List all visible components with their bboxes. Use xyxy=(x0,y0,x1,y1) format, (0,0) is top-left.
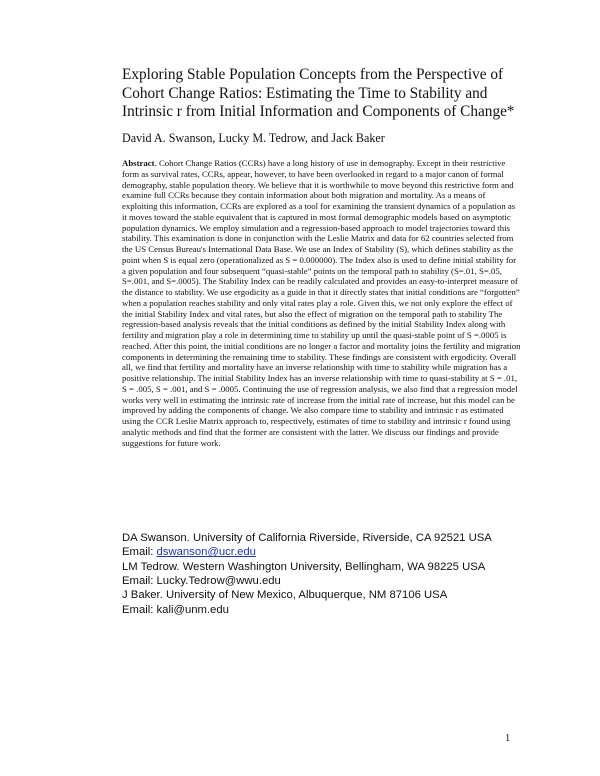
swanson-email-label: Email: xyxy=(122,546,157,559)
author-list: David A. Swanson, Lucky M. Tedrow, and Jack Baker xyxy=(122,131,385,145)
tedrow-affiliation: LM Tedrow. Western Washington University, Bellingham, WA 98225 USA xyxy=(122,560,486,573)
page-number: 1 xyxy=(505,733,511,744)
swanson-email-line xyxy=(122,545,542,559)
abstract-text: . Cohort Change Ratios (CCRs) have a long history of use in demography. Except in their restrictive form as survival rates, CCRs, appear, however, to have been overlooked in regard to a major canon of formal demography, stable population theory. We believe that it is worthwhile to move beyond this restrictive form and examine full CCRs because they contain information about both migration and mortality. As a means of exploiting this information, CCRs are explored as a tool for examining the transient dynamics of a population as it moves toward the stable equivalent that is captured in most formal demographic models based on asymptotic population dynamics. We employ simulation and a regression-based approach to model trajectories toward this stability. This examination is done in conjunction with the Leslie Matrix and data for 62 countries selected from the US Census Bureau's International Data Base. We use an Index of Stability (S), which defines stability as the point when S is equal zero (operationalized as S = 0.000000). The Index also is used to define initial stability for a given population and four subsequent “quasi-stable” points on the temporal path to stability (S=.01, S=.05, S=.001, and S=.0005). The Stability Index can be readily calculated and provides an easy-to-interpret measure of the distance to stability. We use ergodicity as a guide in that it directly states that initial conditions are “forgotten” when a population reaches stability and only vital rates play a role. Given this, we not only explore the effect of the initial Stability Index and vital rates, but also the effect of migration on the temporal path to stability The regression-based analysis reveals that the initial conditions as defined by the initial Stability Index along with fertility and migration play a role in determining time to stability up until the quasi-stable point of S =.0005 is reached. After this point, the initial conditions are no longer a factor and mortality joins the fertility and migration components in determining the remaining time to stability. These findings are consistent with ergodicity. Overall all, we find that fertility and mortality have an inverse relationship with time to stability while migration has a positive relationship. The initial Stability Index has an inverse relationship with time to quasi-stability at S = .01, S = .005, S = .001, and S = .0005. Continuing the use of regression analysis, we also find that a regression model works very well in estimating the intrinsic rate of increase from the initial rate of increase, but this model can be improved by adding the components of change. We also compare time to stability and intrinsic r as estimated using the CCR Leslie Matrix approach to, respectively, estimates of time to stability and intrinsic r found using analytic methods and find that the former are consistent with the latter. We discuss our findings and provide suggestions for future work. xyxy=(122,158,521,448)
tedrow-email: Email: Lucky.Tedrow@wwu.edu xyxy=(122,575,281,588)
paper-title: Exploring Stable Population Concepts from the Perspective of Cohort Change Ratios: Estimating the Time to Stability and Intrinsic r from Initial Information and Components of Change* xyxy=(122,66,515,121)
swanson-email-link[interactable]: dswanson@ucr.edu xyxy=(156,546,256,559)
abstract-label: Abstract xyxy=(122,158,155,168)
abstract-paragraph xyxy=(122,158,522,448)
baker-affiliation: J Baker. University of New Mexico, Albuquerque, NM 87106 USA xyxy=(122,589,448,602)
swanson-affiliation: DA Swanson. University of California Riverside, Riverside, CA 92521 USA xyxy=(122,532,492,544)
baker-email: Email: kali@unm.edu xyxy=(122,603,229,616)
author-contacts xyxy=(122,531,542,617)
